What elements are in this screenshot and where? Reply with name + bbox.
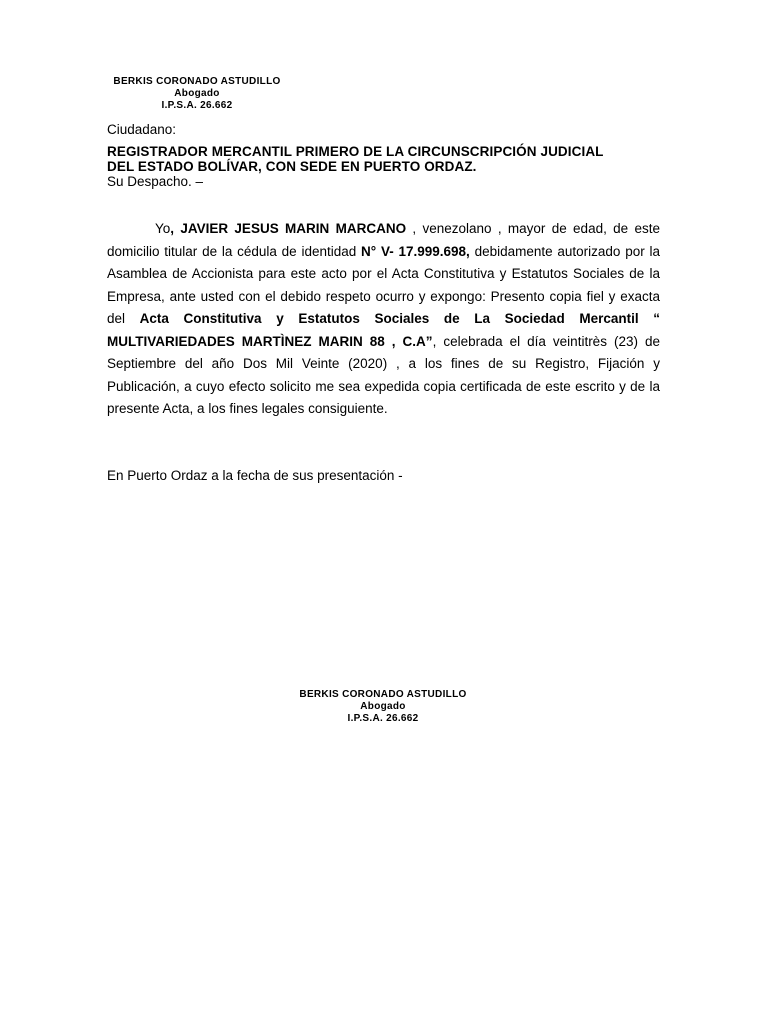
- body-text-3: debidamente autorizado por la Asamblea de Accionista para este acto por el Acta Constitutiva y Estatutos Sociales de la Empresa, ante usted con el debido respeto ocurro y expongo: Presento copia fiel y exacta del: [107, 243, 660, 326]
- letterhead-name: BERKIS CORONADO ASTUDILLO: [113, 76, 281, 87]
- letterhead-ipsa: I.P.S.A. 26.662: [161, 100, 233, 111]
- signature-name: BERKIS CORONADO ASTUDILLO: [299, 689, 467, 700]
- body-text-4: , celebrada el día veintitrès (23) de Septiembre del año Dos Mil Veinte (2020) , a los fines de su Registro, Fijación y Publicación, a cuyo efecto solicito me sea expedida copia certificada de este escrito y de la presente Acta, a los fines legales consiguiente.: [107, 333, 660, 416]
- salutation: Ciudadano:: [107, 122, 177, 137]
- body-company-act: Acta Constitutiva y Estatutos Sociales de La Sociedad Mercantil “ MULTIVARIEDADES MARTÌNEZ MARIN 88 , C.A”: [107, 311, 660, 349]
- signature-block: [293, 689, 473, 725]
- letterhead-title: Abogado: [174, 88, 220, 99]
- addressee-line-1: REGISTRADOR MERCANTIL PRIMERO DE LA CIRCUNSCRIPCIÓN JUDICIAL: [107, 144, 604, 159]
- closing-line: En Puerto Ordaz a la fecha de sus presentación -: [107, 468, 403, 483]
- letterhead: [107, 76, 287, 112]
- addressee-line-2: DEL ESTADO BOLÍVAR, CON SEDE EN PUERTO ORDAZ.: [107, 159, 477, 174]
- body-paragraph: [107, 218, 660, 421]
- despacho-line: Su Despacho. –: [107, 174, 204, 189]
- addressee: [107, 144, 667, 174]
- body-applicant-name: , JAVIER JESUS MARIN MARCANO: [170, 221, 407, 236]
- signature-ipsa: I.P.S.A. 26.662: [347, 713, 419, 724]
- body-id-number: N° V- 17.999.698,: [361, 243, 470, 259]
- body-text-2: , venezolano , mayor de edad, de este domicilio titular de la cédula de identidad: [107, 221, 661, 259]
- signature-title: Abogado: [360, 701, 406, 712]
- body-text-1: Yo: [155, 221, 171, 236]
